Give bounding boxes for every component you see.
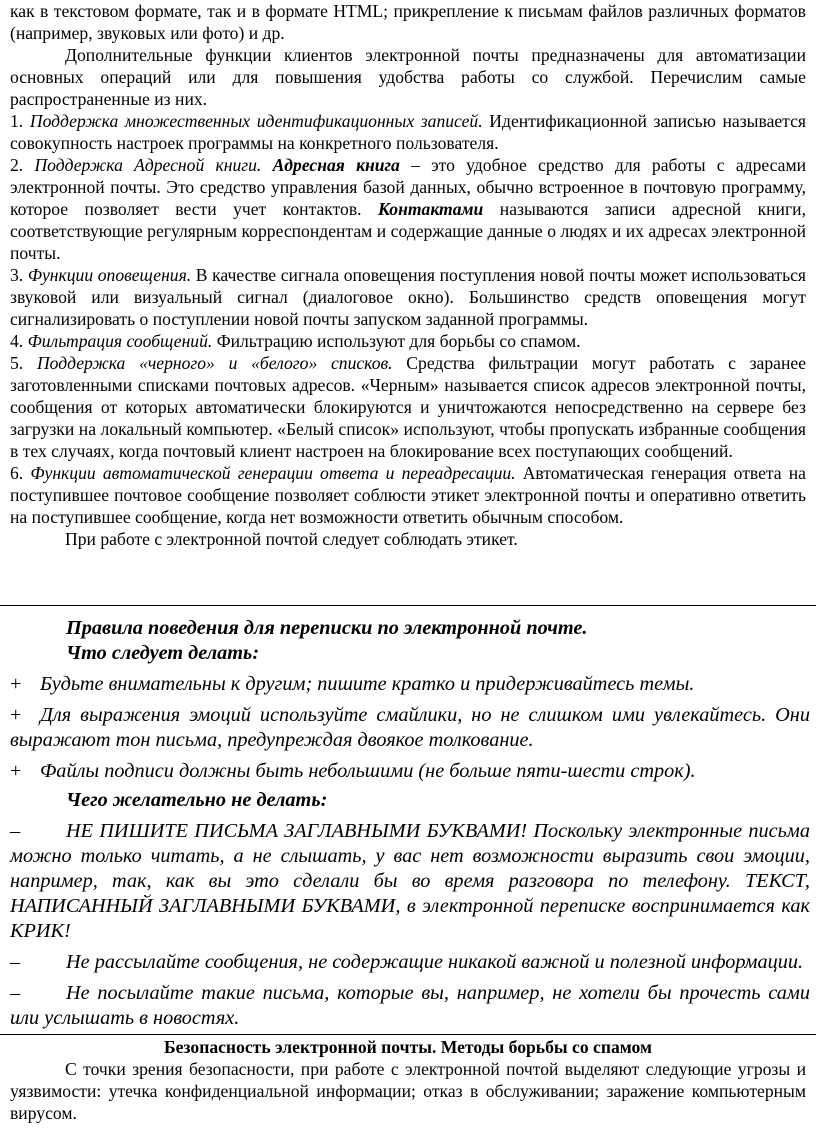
item-title: Поддержка Адресной книги.: [34, 155, 262, 175]
item-body: Фильтрацию используют для борьбы со спамом.: [212, 331, 581, 351]
item-number: 5.: [10, 353, 24, 373]
box-title: Правила поведения для переписки по электронной почте.: [66, 617, 588, 639]
dont-heading: Чего желательно не делать:: [66, 789, 328, 811]
list-item-6: [10, 462, 806, 528]
security-section: [10, 1036, 806, 1124]
do-item-text: Для выражения эмоций используйте смайлики, но не слишком ими увлекайтесь. Они выражают тон письма, предупреждая двоякое толкование.: [10, 704, 810, 751]
dont-item: [10, 950, 810, 975]
item-number: 1.: [10, 111, 24, 131]
etiquette-box: [0, 605, 816, 1035]
dash-marker: –: [10, 820, 21, 842]
item-body: – это удобное средство для работы с адресами электронной почты. Это средство управления базой данных, обычно встроенное в почтовую программу, которое позволяет вести учет контактов.: [10, 155, 807, 219]
item-number: 4.: [10, 331, 24, 351]
plus-marker: +: [10, 673, 22, 695]
intro-paragraph-2: Дополнительные функции клиентов электронной почты предназначены для автоматизации основных операций или для повышения удобства работы со службой. Перечислим самые распространенные из них.: [10, 45, 806, 109]
list-item-2: [10, 154, 806, 264]
item-number: 6.: [10, 463, 24, 483]
document-body: [10, 0, 806, 550]
item-title: Поддержка множественных идентификационных записей.: [29, 111, 483, 131]
item-title: Поддержка «черного» и «белого» списков.: [36, 353, 393, 373]
list-item-5: [10, 352, 806, 462]
do-item-text: Файлы подписи должны быть небольшими (не больше пяти-шести строк).: [40, 760, 696, 782]
dont-item: [10, 819, 810, 944]
do-heading: Что следует делать:: [66, 642, 260, 664]
bold-term: Адресная книга: [272, 155, 400, 175]
do-item: [10, 703, 810, 753]
item-title: Фильтрация сообщений.: [27, 331, 213, 351]
do-item: [10, 759, 810, 784]
dont-item-text: НЕ ПИШИТЕ ПИСЬМА ЗАГЛАВНЫМИ БУКВАМИ! Поскольку электронные письма можно только читать, а не слышать, у вас нет возможности выразить свои эмоции, например, так, как вы это сделали бы во время разговора по телефону. ТЕКСТ, НАПИСАННЫЙ ЗАГЛАВНЫМИ БУКВАМИ, в электронной переписке воспринимается как КРИК!: [10, 820, 810, 942]
do-item-text: Будьте внимательны к другим; пишите кратко и придерживайтесь темы.: [40, 673, 695, 695]
section-paragraph: С точки зрения безопасности, при работе с электронной почтой выделяют следующие угрозы и уязвимости: утечка конфиденциальной информации; отказ в обслуживании; заражение компьютерным вирусом.: [10, 1059, 806, 1123]
list-item-4: [10, 330, 806, 352]
intro-paragraph-1: как в текстовом формате, так и в формате HTML; прикрепление к письмам файлов различных форматов (например, звуковых или фото) и др.: [10, 1, 806, 43]
bold-term: Контактами: [378, 199, 484, 219]
item-body: Средства фильтрации могут работать с заранее заготовленными списками почтовых адресов. «Черным» называется список адресов электронной почты, сообщения от которых автоматически блокируются и уничтожаются непосредственно на сервере без загрузки на локальный компьютер. «Белый список» используют, чтобы пропускать избранные сообщения в тех случаях, когда почтовый клиент настроен на блокирование всех поступающих сообщений.: [10, 353, 806, 461]
item-number: 3.: [10, 265, 24, 285]
item-title: Функции автоматической генерации ответа и переадресации.: [30, 463, 516, 483]
dont-item-text: Не посылайте такие письма, которые вы, например, не хотели бы прочесть сами или услышать в новостях.: [10, 982, 810, 1029]
item-body: называются записи адресной книги, соответствующие регулярным корреспондентам и содержащие данные о людях и их адресах электронной почты.: [10, 199, 806, 263]
section-title: Безопасность электронной почты. Методы борьбы со спамом: [163, 1037, 652, 1057]
plus-marker: +: [10, 760, 22, 782]
dont-item: [10, 981, 810, 1031]
dont-item-text: Не рассылайте сообщения, не содержащие никакой важной и полезной информации.: [66, 951, 804, 973]
list-item-1: [10, 110, 806, 154]
dash-marker: –: [10, 951, 21, 973]
item-body: Автоматическая генерация ответа на поступившее почтовое сообщение позволяет соблюсти этикет электронной почты и оперативно ответить на поступившее сообщение, когда нет возможности ответить обычным способом.: [10, 463, 806, 527]
do-item: [10, 672, 810, 697]
plus-marker: +: [10, 704, 22, 726]
item-body: В качестве сигнала оповещения поступления новой почты может использоваться звуковой или визуальный сигнал (диалоговое окно). Большинство средств оповещения могут сигнализировать о поступлении новой почты запуском заданной программы.: [10, 265, 806, 329]
list-item-3: [10, 264, 806, 330]
dash-marker: –: [10, 982, 21, 1004]
item-number: 2.: [10, 155, 24, 175]
closing-paragraph: При работе с электронной почтой следует соблюдать этикет.: [65, 529, 518, 549]
item-body: Идентификационной записью называется совокупность настроек программы на конкретного пользователя.: [10, 111, 806, 153]
item-title: Функции оповещения.: [27, 265, 192, 285]
